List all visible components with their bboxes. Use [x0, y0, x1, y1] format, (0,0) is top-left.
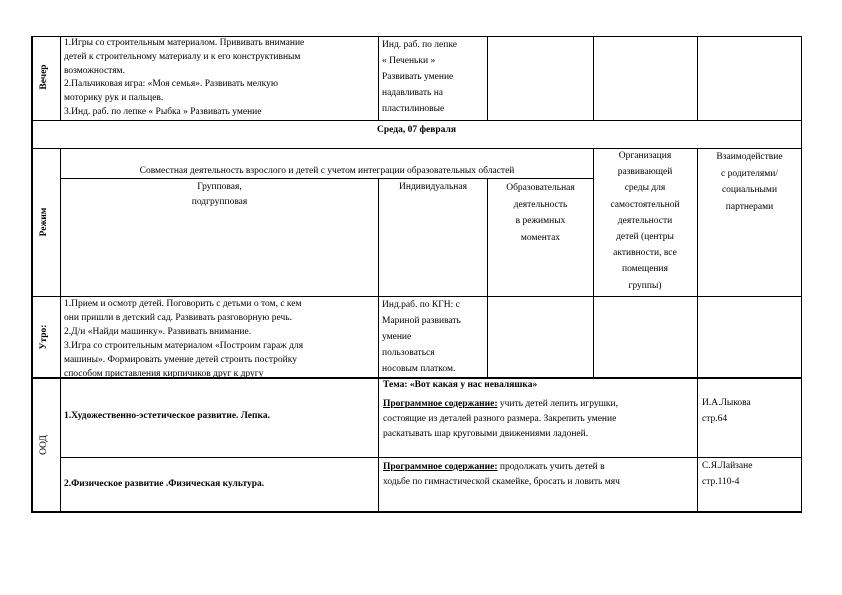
parents-column-heading: [698, 149, 801, 219]
ood-side-label: ООД: [39, 435, 49, 455]
evening-group-line: 2.Пальчиковая игра: «Моя семья». Развивать мелкую: [64, 79, 279, 90]
source-line: стр.64: [702, 413, 728, 424]
ood-lesson-topic: [383, 378, 695, 394]
environment-heading-line: среды для: [624, 183, 666, 194]
regime-column-heading: [489, 180, 592, 248]
morning-group-line: 1.Прием и осмотр детей. Поговорить с детьми о том, с кем: [64, 299, 302, 309]
content-label: Программное содержание:: [383, 462, 498, 472]
joint-activity-heading: Совместная деятельность взрослого и детей с учетом интеграции образовательных областей: [139, 166, 515, 176]
regime-heading-line: моментах: [520, 232, 561, 243]
morning-individual-line: умение: [382, 332, 412, 342]
ood-lesson-source: [702, 396, 800, 430]
morning-group-line: машины». Формировать умение детей строить постройку: [64, 355, 297, 365]
regime-heading-line: Образовательная: [506, 183, 575, 193]
morning-individual-work: [382, 297, 486, 377]
morning-individual-line: Мариной развивать: [382, 316, 461, 326]
evening-group-line: 1.Игры со строительным материалом. Прививать внимание: [64, 38, 305, 48]
morning-group-line: 2.Д/и «Найди машинку». Развивать внимание.: [64, 327, 252, 337]
morning-individual-line: носовым платком.: [382, 364, 456, 374]
group-heading-line: Групповая,: [197, 182, 242, 192]
content-line: Программное содержание: продолжать учить детей в: [383, 462, 605, 472]
environment-heading-line: активности, все: [613, 248, 677, 259]
evening-individual-line: Развивать умение: [382, 72, 454, 82]
morning-group-line: они пришли в детский сад. Развивать разговорную речь.: [64, 313, 292, 323]
regime-heading-line: в режимных: [515, 216, 566, 226]
content-line: раскатывать шар круговыми движениями ладоней.: [383, 429, 589, 439]
parents-heading-line: с родителями/: [721, 168, 778, 179]
morning-group-line: способом приставления кирпичиков друг к другу: [64, 369, 264, 377]
source-line: стр.110-4: [702, 476, 740, 487]
environment-heading-line: Организация: [618, 151, 672, 161]
morning-side-label: Утро:: [39, 324, 49, 350]
parents-heading-line: партнерами: [725, 201, 774, 212]
group-column-heading: [62, 180, 377, 214]
evening-group-activities: [64, 37, 376, 120]
evening-individual-line: надавливать на: [382, 88, 444, 98]
environment-heading-line: развивающей: [617, 167, 673, 178]
ood-lesson-source: [702, 459, 800, 493]
content-label: Программное содержание:: [383, 399, 498, 409]
ood-lesson-content: [383, 460, 695, 494]
evening-group-line: детей к строительному материалу и к его конструктивным: [64, 51, 301, 62]
evening-group-line: моторику рук и пальцев.: [64, 93, 164, 104]
evening-individual-work: [382, 37, 486, 120]
morning-group-activities: [64, 297, 376, 377]
parents-heading-line: социальными: [721, 185, 778, 195]
evening-individual-line: Инд. раб. по лепке: [382, 40, 457, 50]
environment-heading-line: деятельности: [617, 215, 673, 226]
parents-heading-line: Взаимодействие: [716, 152, 783, 162]
topic-label: Тема:: [383, 380, 408, 390]
ood-lesson-content: [383, 397, 695, 449]
morning-individual-line: Инд.раб. по КГН: с: [382, 300, 460, 310]
regime-side-label: Режим: [39, 207, 49, 237]
ood-lesson-title: 1.Художественно-эстетическое развитие. Лепка.: [64, 411, 270, 421]
environment-column-heading: [594, 148, 696, 295]
evening-group-line: возможностям.: [64, 65, 125, 76]
environment-heading-line: самостоятельной: [610, 199, 680, 210]
topic-text: «Вот какая у нас неваляшка»: [409, 380, 538, 390]
evening-group-line: 3.Инд. раб. по лепке « Рыбка » Развивать умение: [64, 106, 262, 117]
morning-group-line: 3.Игра со строительным материалом «Построим гараж для: [64, 341, 304, 351]
ood-lesson-title: 2.Физическое развитие .Физическая культура.: [64, 479, 265, 489]
group-heading-line: подгрупповая: [191, 197, 248, 207]
evening-individual-line: пластилиновые: [382, 104, 445, 114]
day-header: Среда, 07 февраля: [377, 125, 456, 135]
content-line: Программное содержание: учить детей лепить игрушки,: [383, 399, 618, 409]
content-line: состоящие из деталей разного размера. Закрепить умение: [383, 414, 617, 424]
environment-heading-line: группы): [628, 280, 662, 291]
morning-individual-line: пользоваться: [382, 348, 435, 358]
source-line: И.А.Лыкова: [702, 398, 751, 408]
evening-side-label: Вечер: [39, 64, 49, 90]
individual-column-heading: Индивидуальная: [399, 182, 467, 192]
content-line: ходьбе по гимнастической скамейке, бросать и ловить мяч: [383, 477, 620, 487]
environment-heading-line: помещения: [622, 264, 668, 275]
source-line: С.Я.Лайзане: [702, 461, 753, 471]
evening-individual-line: « Печеньки »: [382, 56, 436, 66]
environment-heading-line: детей (центры: [616, 232, 674, 243]
regime-heading-line: деятельность: [513, 199, 568, 210]
